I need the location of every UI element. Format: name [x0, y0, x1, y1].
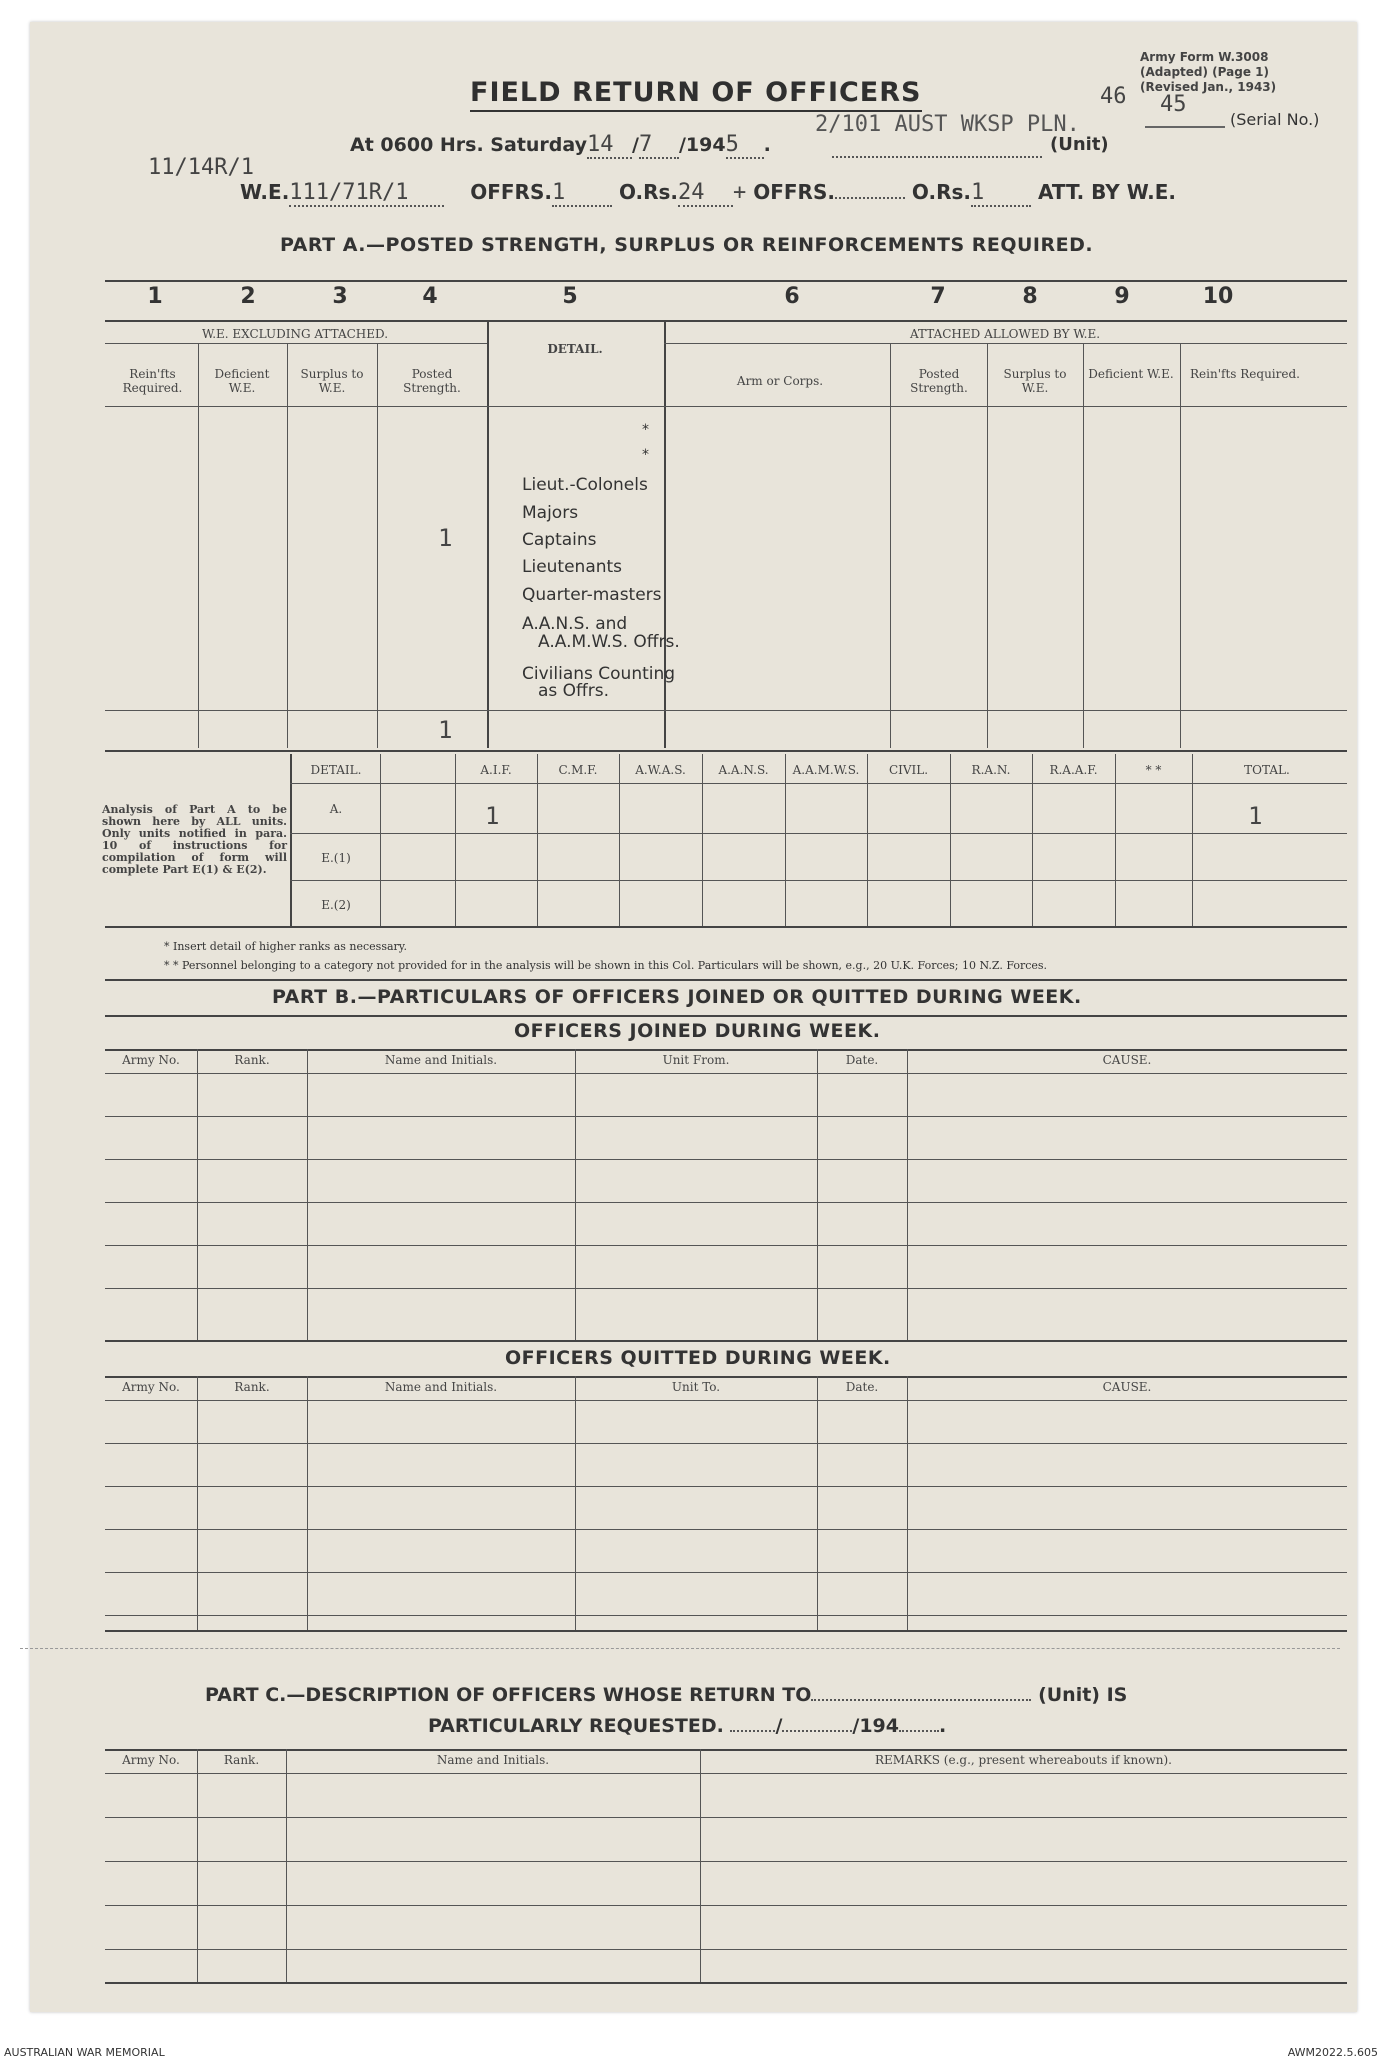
- quitted-header-2: Name and Initials.: [384, 1380, 498, 1394]
- part-c-title-1: PART C.—DESCRIPTION OF OFFICERS WHOSE RETURN TO: [205, 1684, 812, 1706]
- rank-civilians-line-1: Civilians Counting: [522, 664, 676, 684]
- star-2: *: [642, 447, 649, 463]
- part-c-top-rule: [105, 1749, 1347, 1751]
- col-number-2: 2: [240, 284, 256, 309]
- analysis-bottom-rule: [105, 926, 1347, 928]
- analysis-col-11: [1192, 754, 1193, 926]
- quitted-row-line: [105, 1400, 1347, 1401]
- col-number-10: 10: [1202, 284, 1234, 309]
- ors-label: O.Rs.: [618, 180, 678, 204]
- we-label: W.E.: [240, 180, 290, 204]
- quitted-bottom-rule: [105, 1630, 1347, 1632]
- partc-row-line: [105, 1773, 1347, 1774]
- col8-right: [1083, 343, 1084, 748]
- rank-majors: Majors: [522, 503, 579, 523]
- detail-col-left: [487, 320, 489, 748]
- analysis-header-cmf: C.M.F.: [558, 763, 598, 777]
- analysis-header-aif: A.I.F.: [480, 763, 512, 777]
- captains-posted-strength: 1: [438, 524, 453, 552]
- unit-label: (Unit): [1050, 134, 1109, 155]
- part-c-title-line-1: [205, 1684, 1127, 1706]
- analysis-row-a-rule: [290, 833, 1347, 834]
- quitted-header-1: Rank.: [234, 1380, 270, 1394]
- quitted-row-line: [105, 1572, 1347, 1573]
- total-posted-strength: 1: [438, 716, 453, 744]
- joined-header-0: Army No.: [122, 1053, 180, 1067]
- quitted-row-line: [105, 1486, 1347, 1487]
- partc-row-line: [105, 1949, 1347, 1950]
- joined-header-2: Name and Initials.: [384, 1053, 498, 1067]
- group-left-rule: [105, 343, 487, 344]
- star-1: *: [642, 422, 649, 438]
- partc-bottom-rule: [105, 1982, 1347, 1984]
- col3-right: [377, 343, 378, 748]
- part-c-year-prefix: /194: [852, 1715, 899, 1737]
- offrs-value: 1: [552, 180, 612, 207]
- att-label: ATT. BY W.E.: [1037, 180, 1177, 204]
- header-att-deficient: Deficient W.E.: [1088, 367, 1174, 381]
- analysis-total-value: 1: [1248, 802, 1263, 830]
- joined-header-5: CAUSE.: [1102, 1053, 1152, 1067]
- analysis-header-ran: R.A.N.: [971, 763, 1011, 777]
- part-c-unit-blank: [811, 1699, 1031, 1701]
- group-left-header: W.E. EXCLUDING ATTACHED.: [201, 327, 389, 341]
- part-a-header-rule: [105, 320, 1347, 322]
- col2-right: [287, 343, 288, 748]
- col-number-8: 8: [1022, 284, 1038, 309]
- return-day: 14: [587, 132, 632, 159]
- quitted-row-line: [105, 1615, 1347, 1616]
- col-number-9: 9: [1114, 284, 1130, 309]
- ors-value: 24: [678, 180, 733, 207]
- analysis-col-3: [537, 754, 538, 926]
- we-value: 111/71R/1: [289, 180, 444, 207]
- col-number-6: 6: [784, 284, 800, 309]
- joined-row-line: [105, 1288, 1347, 1289]
- header-reinfts-required: Rein'fts Required.: [122, 367, 183, 395]
- subheader-rule: [105, 406, 1347, 407]
- analysis-col-5: [702, 754, 703, 926]
- quitted-row-line: [105, 1529, 1347, 1530]
- group-right-header: ATTACHED ALLOWED BY W.E.: [909, 327, 1101, 341]
- partc-header-3: REMARKS (e.g., present whereabouts if known).: [875, 1753, 1172, 1767]
- rank-quarter-masters: Quarter-masters: [522, 585, 662, 605]
- analysis-header-total: TOTAL.: [1244, 763, 1290, 777]
- analysis-header-rule: [290, 783, 1347, 784]
- joined-row-line: [105, 1116, 1347, 1117]
- analysis-row-e2: E.(2): [321, 898, 351, 912]
- analysis-header-other: * *: [1145, 763, 1162, 777]
- joined-column-line: [907, 1049, 908, 1340]
- analysis-col-2: [455, 754, 456, 926]
- analysis-header-raaf: R.A.A.F.: [1049, 763, 1098, 777]
- unit-underline: [832, 156, 1042, 158]
- rank-lieutenants: Lieutenants: [522, 557, 623, 577]
- col-number-4: 4: [422, 284, 438, 309]
- partc-header-2: Name and Initials.: [436, 1753, 550, 1767]
- analysis-header-detail: DETAIL.: [310, 763, 362, 777]
- quitted-header-4: Date.: [845, 1380, 879, 1394]
- analysis-col-9: [1032, 754, 1033, 926]
- joined-header-1: Rank.: [234, 1053, 270, 1067]
- quitted-column-line: [197, 1376, 198, 1630]
- rank-lieut-colonels: Lieut.-Colonels: [522, 475, 648, 495]
- ors2-label: O.Rs.: [911, 180, 971, 204]
- part-c-title-2: PARTICULARLY REQUESTED.: [428, 1715, 724, 1737]
- analysis-row-e1-rule: [290, 880, 1347, 881]
- unit-value: 2/101 AUST WKSP PLN.: [815, 112, 1080, 137]
- form-ref-line-3: (Revised Jan., 1943): [1140, 80, 1277, 94]
- at-time-line: At 0600 Hrs. Saturday14 /7 /1945 .: [350, 132, 771, 157]
- analysis-note: Analysis of Part A to be shown here by ALL units. Only units notified in para. 10 of instructions for compilation of form will complete Part E(1) & E(2).: [102, 803, 287, 876]
- part-c-day-blank: [730, 1730, 775, 1732]
- quitted-title: OFFICERS QUITTED DURING WEEK.: [505, 1347, 891, 1369]
- col-number-7: 7: [930, 284, 946, 309]
- part-b-title: PART B.—PARTICULARS OF OFFICERS JOINED OR QUITTED DURING WEEK.: [272, 986, 1082, 1008]
- form-sheet: [30, 22, 1357, 2012]
- form-title: FIELD RETURN OF OFFICERS: [470, 77, 922, 112]
- quitted-column-line: [307, 1376, 308, 1630]
- joined-title: OFFICERS JOINED DURING WEEK.: [514, 1020, 881, 1042]
- plus-sign: +: [733, 180, 747, 205]
- joined-row-line: [105, 1202, 1347, 1203]
- part-c-year-blank: [899, 1730, 939, 1732]
- form-reference: [1140, 50, 1276, 95]
- joined-column-line: [197, 1049, 198, 1340]
- part-c-date-sep: /: [775, 1715, 783, 1737]
- footnote-2: * * Personnel belonging to a category not provided for in the analysis will be shown in this Col. Particulars will be shown, e.g., 20 U.K. Forces; 10 N.Z. Forces.: [164, 959, 1048, 972]
- joined-column-line: [307, 1049, 308, 1340]
- footnote-1: * Insert detail of higher ranks as necessary.: [164, 940, 408, 953]
- footer-left: AUSTRALIAN WAR MEMORIAL: [4, 2046, 165, 2059]
- analysis-header-awas: A.W.A.S.: [635, 763, 686, 777]
- part-c-title-line-2: [428, 1715, 946, 1737]
- offrs-label: OFFRS.: [470, 180, 552, 204]
- ors2-value: 1: [971, 180, 1031, 207]
- quitted-header-0: Army No.: [122, 1380, 180, 1394]
- quitted-column-line: [575, 1376, 576, 1630]
- analysis-header-civil: CIVIL.: [888, 763, 929, 777]
- analysis-aif-value: 1: [485, 802, 500, 830]
- partc-row-line: [105, 1861, 1347, 1862]
- offrs2-label: OFFRS.: [753, 180, 835, 204]
- analysis-col-6: [785, 754, 786, 926]
- quitted-column-line: [907, 1376, 908, 1630]
- quitted-header-5: CAUSE.: [1102, 1380, 1152, 1394]
- joined-top-rule: [105, 1049, 1347, 1051]
- we-line: [240, 180, 1176, 207]
- rank-aans-line-1: A.A.N.S. and: [522, 614, 628, 634]
- footer-right: AWM2022.5.605: [1287, 2046, 1378, 2059]
- part-c-month-blank: [782, 1730, 852, 1732]
- rank-captains: Captains: [522, 530, 597, 550]
- joined-row-line: [105, 1245, 1347, 1246]
- joined-row-line: [105, 1073, 1347, 1074]
- col1-right: [198, 343, 199, 748]
- col-number-3: 3: [332, 284, 348, 309]
- analysis-col-1: [380, 754, 381, 926]
- part-a-title: PART A.—POSTED STRENGTH, SURPLUS OR REINFORCEMENTS REQUIRED.: [280, 234, 1094, 256]
- analysis-header-aamws: A.A.M.W.S.: [792, 763, 860, 777]
- header-surplus: Surplus to W.E.: [300, 367, 364, 395]
- header-deficient: Deficient W.E.: [214, 367, 270, 395]
- serial-underline: [1145, 126, 1225, 128]
- part-a-bottom-rule: [105, 750, 1347, 752]
- partc-column-line: [197, 1749, 198, 1982]
- part-a-top-rule: [105, 280, 1347, 282]
- col9-right: [1180, 343, 1181, 748]
- serial-value-a: 46: [1100, 84, 1127, 109]
- detail-header: DETAIL.: [547, 342, 603, 356]
- totals-row-top: [105, 710, 1347, 711]
- analysis-row-e1: E.(1): [321, 851, 351, 865]
- group-right-rule: [664, 343, 1347, 344]
- col7-right: [987, 343, 988, 748]
- header-att-reinfts: Rein'fts Required.: [1190, 367, 1300, 381]
- col-number-1: 1: [147, 284, 163, 309]
- part-c-unit-label: (Unit) IS: [1038, 1684, 1128, 1706]
- form-ref-line-2: (Adapted) (Page 1): [1140, 65, 1269, 79]
- partc-header-0: Army No.: [122, 1753, 180, 1767]
- at-time-label: At 0600 Hrs. Saturday: [350, 134, 588, 156]
- joined-header-4: Date.: [845, 1053, 879, 1067]
- partc-column-line: [700, 1749, 701, 1982]
- form-ref-line-1: Army Form W.3008: [1140, 50, 1269, 64]
- part-b-top-rule: [105, 979, 1347, 981]
- header-att-posted-strength: Posted Strength.: [910, 367, 968, 395]
- partc-column-line: [286, 1749, 287, 1982]
- joined-column-line: [817, 1049, 818, 1340]
- quitted-column-line: [817, 1376, 818, 1630]
- header-arm-or-corps: Arm or Corps.: [736, 374, 824, 388]
- serial-value-b: 45: [1160, 92, 1187, 117]
- rank-civilians-line-2: as Offrs.: [538, 681, 610, 701]
- offrs2-blank: [835, 197, 905, 199]
- rank-aans-line-2: A.A.M.W.S. Offrs.: [538, 632, 680, 652]
- col-number-5: 5: [562, 284, 578, 309]
- serial-label: (Serial No.): [1230, 110, 1320, 129]
- joined-column-line: [575, 1049, 576, 1340]
- quitted-row-line: [105, 1443, 1347, 1444]
- joined-bottom-rule: [105, 1340, 1347, 1342]
- year-suffix: 5: [726, 132, 764, 159]
- analysis-header-aans: A.A.N.S.: [718, 763, 769, 777]
- analysis-col-10: [1115, 754, 1116, 926]
- part-c-end-dot: .: [939, 1715, 947, 1737]
- return-month: 7: [639, 132, 679, 159]
- joined-header-3: Unit From.: [662, 1053, 730, 1067]
- perforation-line: [20, 1648, 1340, 1649]
- analysis-col-7: [867, 754, 868, 926]
- col6-right: [890, 343, 891, 748]
- partc-header-1: Rank.: [223, 1753, 260, 1767]
- header-att-surplus: Surplus to W.E.: [1003, 367, 1067, 395]
- partc-row-line: [105, 1905, 1347, 1906]
- joined-row-line: [105, 1159, 1347, 1160]
- header-posted-strength: Posted Strength.: [403, 367, 461, 395]
- part-b-title-rule: [105, 1015, 1347, 1017]
- analysis-col-8: [950, 754, 951, 926]
- year-prefix: /194: [678, 134, 726, 156]
- analysis-row-a: A.: [329, 802, 343, 816]
- file-reference: 11/14R/1: [148, 155, 254, 180]
- analysis-col-4: [619, 754, 620, 926]
- quitted-top-rule: [105, 1376, 1347, 1378]
- quitted-header-3: Unit To.: [671, 1380, 721, 1394]
- partc-row-line: [105, 1817, 1347, 1818]
